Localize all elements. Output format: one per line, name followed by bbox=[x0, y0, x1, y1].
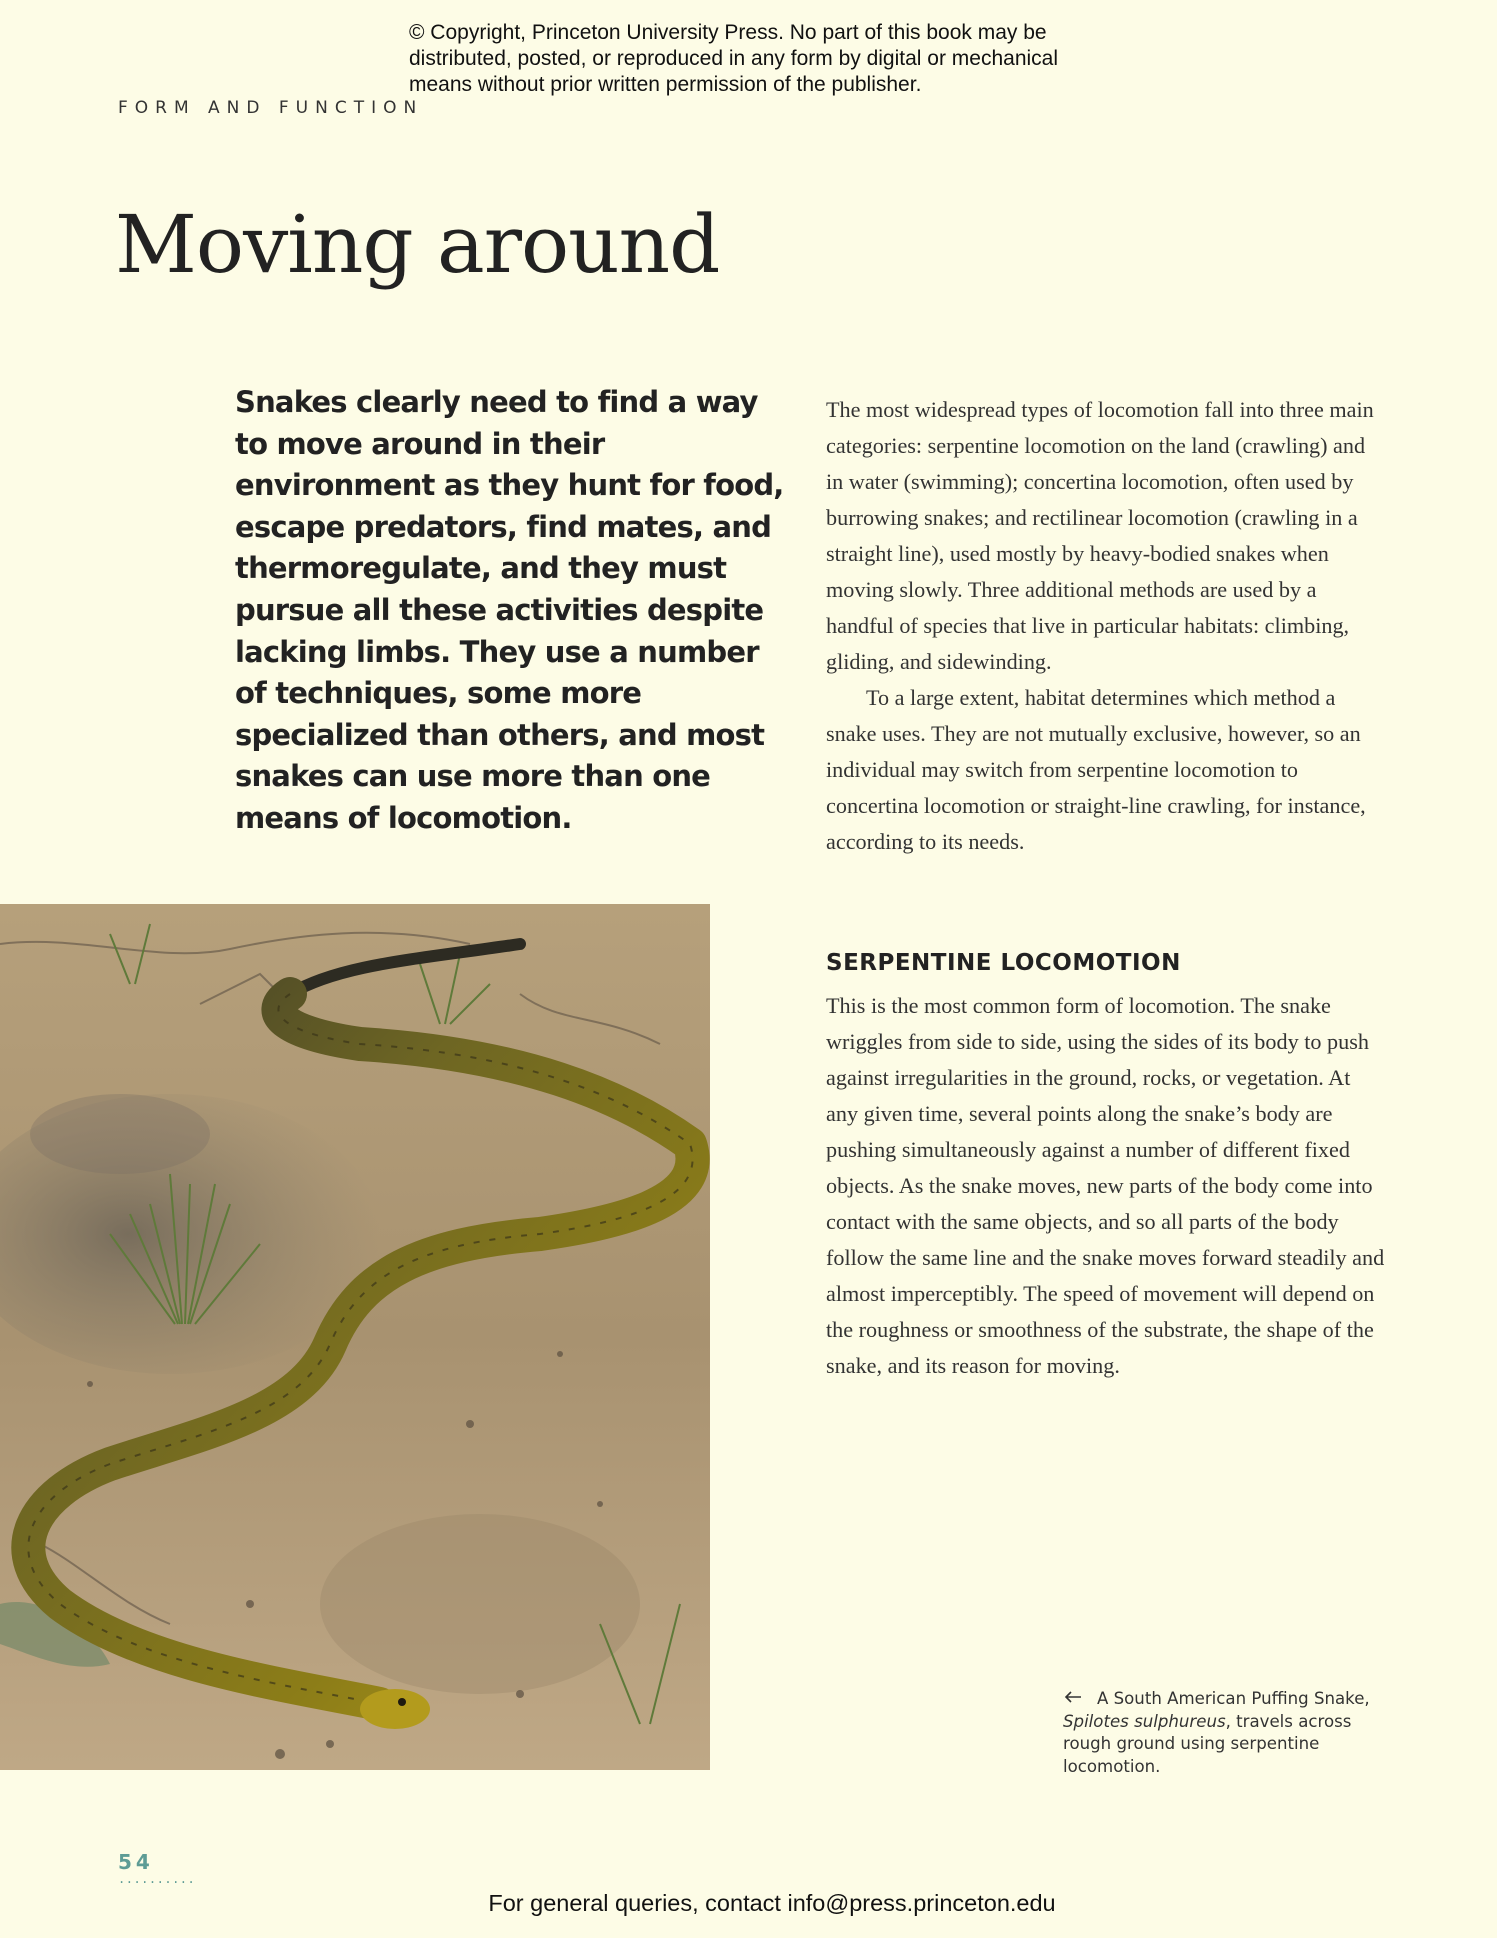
intro-paragraph: Snakes clearly need to find a way to move around in their environment as they hunt for food, escape predators, find mates, and thermoregulate, and they must pursue all these activities despite lacking limbs. They use a number of techniques, some more specialized than others, and most snakes can use more than one means of locomotion. bbox=[235, 385, 784, 835]
caption-species: Spilotes sulphureus bbox=[1063, 1711, 1226, 1731]
body-paragraph-2: To a large extent, habitat determines which method a snake uses. They are not mutually exclusive, however, so an individual may switch from serpentine locomotion to concertina locomotion or straight-line crawling, for instance, according to its needs. bbox=[826, 685, 1366, 854]
page-number-dots: .......... bbox=[118, 1872, 196, 1886]
copyright-notice: © Copyright, Princeton University Press. No part of this book may be distributed, posted, or reproduced in any form by digital or mechanical means without prior written permission of the publisher. bbox=[409, 21, 1059, 96]
photo-caption bbox=[1063, 1688, 1383, 1778]
snake-photo bbox=[0, 904, 710, 1770]
page-number: 54 bbox=[118, 1850, 154, 1874]
serpentine-column bbox=[826, 988, 1386, 1384]
body-paragraph-1: The most widespread types of locomotion fall into three main categories: serpentine locomotion on the land (crawling) and in water (swimming); concertina locomotion, often used by burrowing snakes; and rectilinear locomotion (crawling in a straight line), used mostly by heavy-bodied snakes when moving slowly. Three additional methods are used by a handful of species that live in particular habitats: climbing, gliding, and sidewinding. bbox=[826, 397, 1374, 674]
serpentine-paragraph: This is the most common form of locomotion. The snake wriggles from side to side, using the sides of its body to push against irregularities in the ground, rocks, or vegetation. At any given time, several points along the snake’s body are pushing simultaneously against a number of different fixed objects. As the snake moves, new parts of the body come into contact with the same objects, and so all parts of the body follow the same line and the snake moves forward steadily and almost imperceptibly. The speed of movement will depend on the roughness or smoothness of the substrate, the shape of the snake, and its reason for moving. bbox=[826, 993, 1385, 1378]
page-title: Moving around bbox=[115, 198, 720, 291]
caption-text-before: A South American Puffing Snake, bbox=[1097, 1689, 1370, 1708]
section-label: FORM AND FUNCTION bbox=[118, 98, 424, 118]
footer-contact: For general queries, contact info@press.princeton.edu bbox=[488, 1890, 1056, 1916]
serpentine-heading: SERPENTINE LOCOMOTION bbox=[826, 950, 1181, 976]
body-column bbox=[826, 392, 1386, 860]
arrow-left-icon bbox=[1063, 1688, 1097, 1711]
caption-text-after: , travels across rough ground using serpentine locomotion. bbox=[1063, 1711, 1352, 1776]
